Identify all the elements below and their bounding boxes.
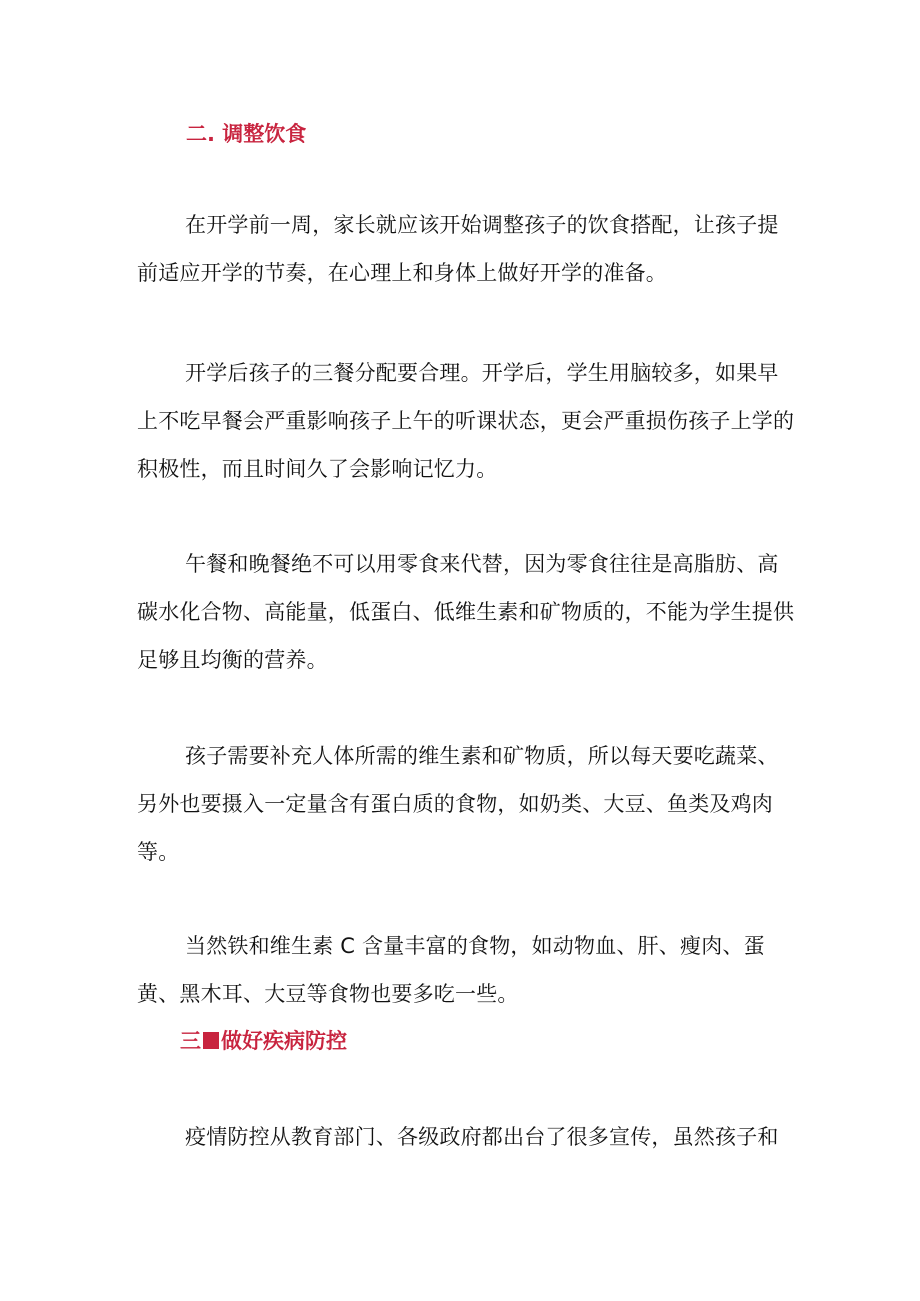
section-heading-3-prefix: 三 bbox=[180, 1029, 201, 1053]
section-heading-2 bbox=[186, 120, 306, 148]
paragraph-3: 午餐和晚餐绝不可以用零食来代替，因为零食往往是高脂肪、高碳水化合物、高能量，低蛋白、低维生素和矿物质的，不能为学生提供足够且均衡的营养。 bbox=[137, 552, 795, 672]
paragraph-5: 当然铁和维生素 C 含量丰富的食物，如动物血、肝、瘦肉、蛋黄、黑木耳、大豆等食物也要多吃一些。 bbox=[137, 934, 765, 1006]
paragraph-6: 疫情防控从教育部门、各级政府都出台了很多宣传，虽然孩子和 bbox=[185, 1125, 779, 1149]
section-heading-2-text: 二. 调整饮食 bbox=[186, 122, 307, 146]
paragraph-4: 孩子需要补充人体所需的维生素和矿物质，所以每天要吃蔬菜、另外也要摄入一定量含有蛋白质的食物，如奶类、大豆、鱼类及鸡肉等。 bbox=[137, 744, 779, 864]
paragraph-2: 开学后孩子的三餐分配要合理。开学后，学生用脑较多，如果早上不吃早餐会严重影响孩子上午的听课状态，更会严重损伤孩子上学的积极性，而且时间久了会影响记忆力。 bbox=[137, 361, 795, 481]
section-heading-3-title: 做好疾病防控 bbox=[221, 1029, 347, 1053]
square-bullet-icon bbox=[203, 1032, 219, 1049]
section-heading-3 bbox=[180, 1027, 347, 1055]
paragraph-1: 在开学前一周，家长就应该开始调整孩子的饮食搭配，让孩子提前适应开学的节奏，在心理上和身体上做好开学的准备。 bbox=[137, 213, 779, 285]
